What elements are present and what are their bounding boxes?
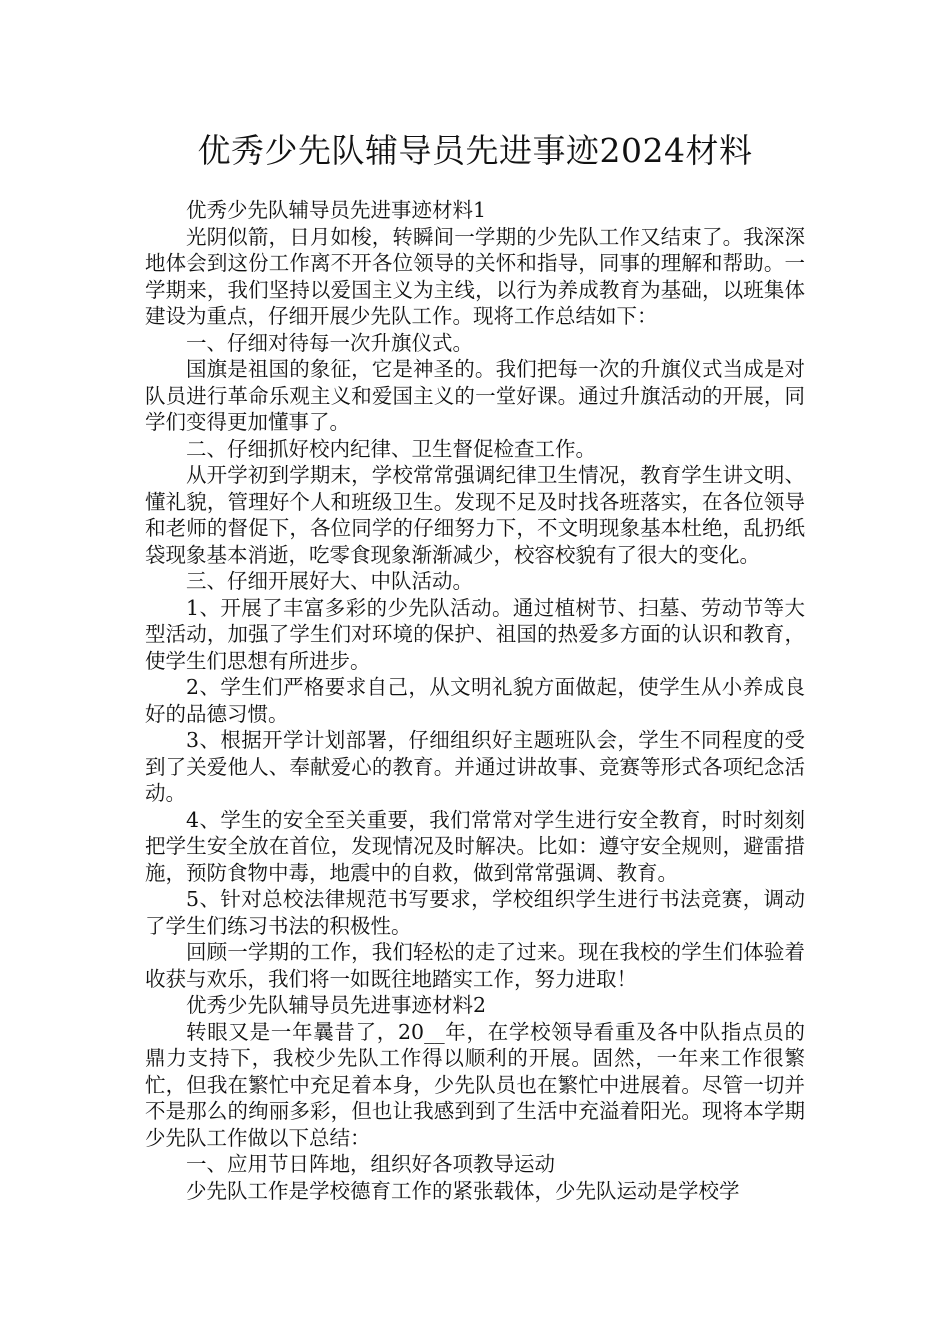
paragraph: 光阴似箭，日月如梭，转瞬间一学期的少先队工作又结束了。我深深地体会到这份工作离不开各位领导的关怀和指导，同事的理解和帮助。一学期来，我们坚持以爱国主义为主线，以行为养成教育为基础，以班集体建设为重点，仔细开展少先队工作。现将工作总结如下：: [145, 224, 805, 328]
paragraph: 3、根据开学计划部署，仔细组织好主题班队会，学生不同程度的受到了关爱他人、奉献爱心的教育。并通过讲故事、竞赛等形式各项纪念活动。: [145, 728, 805, 805]
paragraph: 回顾一学期的工作，我们轻松的走了过来。现在我校的学生们体验着收获与欢乐，我们将一如既往地踏实工作，努力进取！: [145, 940, 805, 991]
document-title: 优秀少先队辅导员先进事迹2024材料: [197, 131, 753, 170]
paragraph: 少先队工作是学校德育工作的紧张载体，少先队运动是学校学: [186, 1178, 740, 1203]
paragraph: 从开学初到学期末，学校常常强调纪律卫生情况，教育学生讲文明、懂礼貌，管理好个人和班级卫生。发现不足及时找各班落实，在各位领导和老师的督促下，各位同学的仔细努力下，不文明现象基本杜绝，乱扔纸袋现象基本消逝，吃零食现象渐渐减少，校容校貌有了很大的变化。: [145, 463, 805, 567]
document-body: [145, 197, 805, 1204]
paragraph: 优秀少先队辅导员先进事迹材料2: [186, 993, 487, 1017]
paragraph: 一、仔细对待每一次升旗仪式。: [186, 330, 473, 355]
paragraph: 1、开展了丰富多彩的少先队活动。通过植树节、扫墓、劳动节等大型活动，加强了学生们对环境的保护、祖国的热爱多方面的认识和教育，使学生们思想有所进步。: [145, 595, 805, 673]
paragraph: 5、针对总校法律规范书写要求，学校组织学生进行书法竞赛，调动了学生们练习书法的积极性。: [145, 887, 805, 938]
paragraph: 国旗是祖国的象征，它是神圣的。我们把每一次的升旗仪式当成是对队员进行革命乐观主义和爱国主义的一堂好课。通过升旗活动的开展，同学们变得更加懂事了。: [145, 357, 805, 434]
paragraph: 4、学生的安全至关重要，我们常常对学生进行安全教育，时时刻刻把学生安全放在首位，发现情况及时解决。比如：遵守安全规则，避雷措施，预防食物中毒，地震中的自救，做到常常强调、教育。: [145, 807, 805, 885]
paragraph: 2、学生们严格要求自己，从文明礼貌方面做起，使学生从小养成良好的品德习惯。: [145, 675, 805, 726]
paragraph: 二、仔细抓好校内纪律、卫生督促检查工作。: [186, 436, 596, 461]
paragraph: 转眼又是一年曩昔了，20__年，在学校领导看重及各中队指点员的鼎力支持下，我校少先队工作得以顺利的开展。固然，一年来工作很繁忙，但我在繁忙中充足着本身，少先队员也在繁忙中进展着。尽管一切并不是那么的绚丽多彩，但也让我感到到了生活中充溢着阳光。现将本学期少先队工作做以下总结：: [145, 1019, 805, 1150]
paragraph: 优秀少先队辅导员先进事迹材料1: [186, 198, 487, 222]
paragraph: 三、仔细开展好大、中队活动。: [186, 569, 473, 593]
paragraph: 一、应用节日阵地，组织好各项教导运动: [186, 1152, 555, 1176]
